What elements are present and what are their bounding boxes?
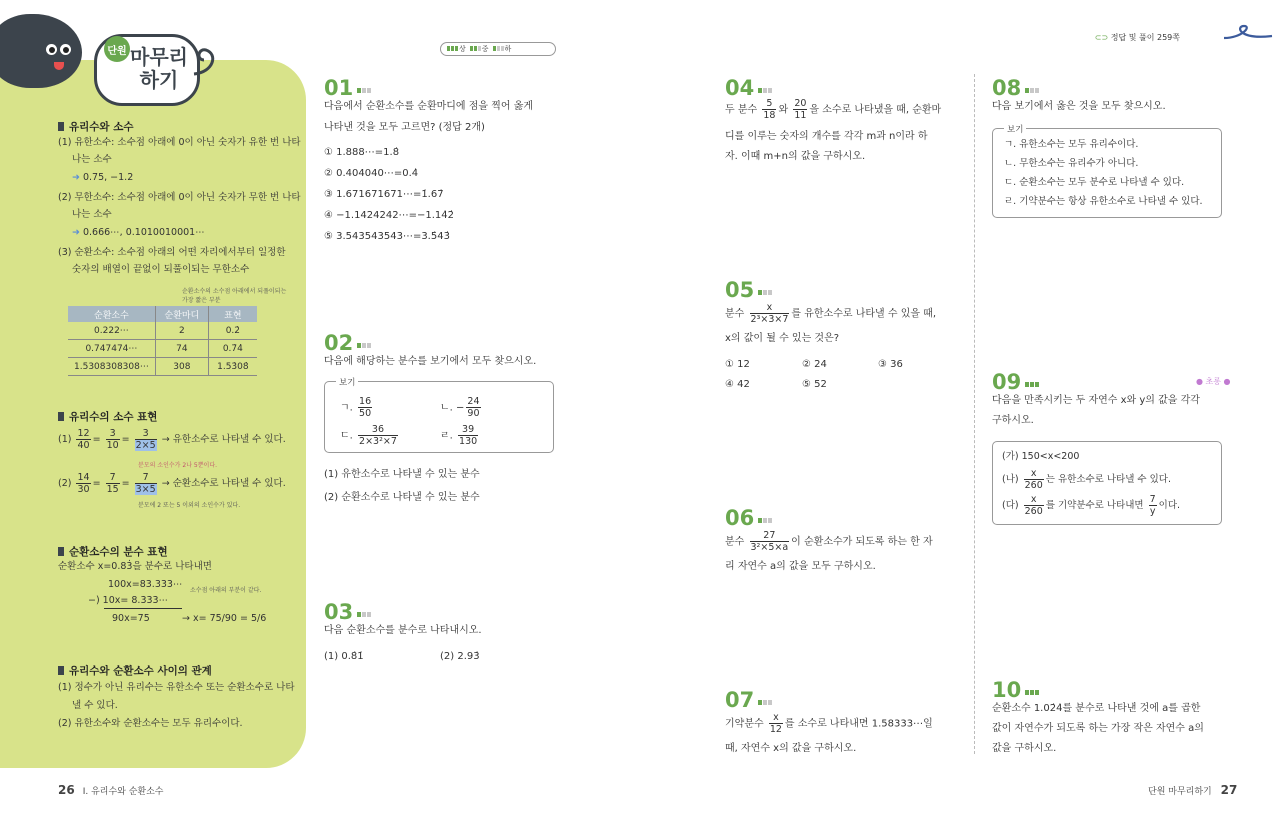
choice: ㄹ. $\frac{39}{130}$ [440, 424, 478, 447]
option: ⑤ 52 [802, 379, 827, 390]
sub-question: (2) 순환소수로 나타낼 수 있는 분수 [324, 492, 480, 503]
equation-line: → x= 75/90 = 5/6 [182, 613, 267, 624]
question-number: 05 [725, 276, 773, 302]
fraction-example: (1) $\frac{12}{40}$ = $\frac{3}{10}$ = $\frac{3}{2\times 5}$ → 유한소수로 나타낼 수 있다. [58, 428, 286, 451]
question-text: 나타낸 것을 모두 고르면? (정답 2개) [324, 122, 485, 133]
note: 소수점 아래의 부분이 같다. [190, 587, 262, 594]
answer-reference: ⊂⊃ 정답 및 풀이 259쪽 [1094, 33, 1180, 42]
question-number: 03 [324, 598, 372, 624]
question-text: 다음을 만족시키는 두 자연수 x와 y의 값을 각각 [992, 395, 1200, 406]
question-text: 두 분수 $\frac{5}{18}$ 와 $\frac{20}{11}$ 을 소수로 나타냈을 때, 순환마 [725, 98, 942, 121]
difficulty-legend: 상 중 하 [440, 42, 556, 56]
eye-icon [46, 44, 57, 55]
condition: (다) $\frac{x}{260}$ 를 기약분수로 나타내면 $\frac{7}{y}$ 이다. [1002, 494, 1181, 517]
unit-badge: 단원 [104, 36, 130, 62]
footer-left: 26 Ⅰ. 유리수와 순환소수 [58, 783, 164, 797]
option: ① 1.888⋯=1.8̇ [324, 147, 400, 158]
question-number: 08 [992, 74, 1040, 100]
question-text: 구하시오. [992, 415, 1034, 426]
eye-icon [60, 44, 71, 55]
question-text: 자. 이때 m+n의 값을 구하시오. [725, 151, 866, 162]
option: ③ 36 [878, 359, 903, 370]
example-line: ➜ 0.666⋯, 0.1010010001⋯ [72, 227, 205, 238]
note: 분모에 2 또는 5 이외의 소인수가 있다. [138, 502, 241, 509]
option: ④ −1.1424242⋯=−1.14̇2̇ [324, 210, 454, 221]
question-number: 09 [992, 368, 1040, 394]
question-text: x의 값이 될 수 있는 것은? [725, 333, 840, 344]
question-text: 리 자연수 a의 값을 모두 구하시오. [725, 561, 876, 572]
question-text: 디를 이루는 숫자의 개수를 각각 m과 n이라 하 [725, 131, 928, 142]
fraction-example: (2) $\frac{14}{30}$ = $\frac{7}{15}$ = $\frac{7}{3\times 5}$ → 순환소수로 나타낼 수 있다. [58, 472, 286, 495]
example-line: ➜ 0.75, −1.2 [72, 172, 134, 183]
column-divider [974, 74, 975, 754]
question-text: 순환소수 1.02̇4̇를 분수로 나타낸 것에 a를 곱한 [992, 703, 1201, 714]
question-text: 값이 자연수가 되도록 하는 가장 작은 자연수 a의 [992, 723, 1204, 734]
question-number: 01 [324, 74, 372, 100]
section-title: 유리수의 소수 표현 [58, 409, 157, 424]
question-text: 분수 $\frac{x}{\text{2³×3×7}}$ 를 유한소수로 나타낼 수 있을 때, [725, 302, 937, 325]
summary-line: 나는 소수 [72, 209, 112, 220]
summary-line: (2) 유한소수와 순환소수는 모두 유리수이다. [58, 718, 243, 729]
sub-question: (1) 0.8̇1̇ [324, 651, 364, 662]
panel-title: 마무리 하기 [130, 45, 188, 92]
equation-line: 100x=83.333⋯ [108, 579, 183, 590]
statement: ㄹ. 기약분수는 항상 유한소수로 나타낼 수 있다. [1004, 196, 1203, 207]
note: 분모의 소인수가 2나 5뿐이다. [138, 462, 218, 469]
choice: ㄷ. $\frac{36}{\text{2×3²×7}}$ [340, 424, 397, 447]
question-text: 분수 $\frac{27}{\text{3²×5×a}}$ 이 순환소수가 되도록 하는 한 자 [725, 530, 933, 553]
repeating-decimal-table: 순환소수 순환마디 표현 0.222⋯ 2 0.2̇ 0.747474⋯ 74 0.7̇4̇ 1.5308308308⋯ 308 1.53̇08̇ [68, 306, 257, 376]
equation-line: 90x=75 [112, 613, 150, 624]
choice: ㄴ. − $\frac{24}{90}$ [440, 396, 480, 419]
question-text: 다음 보기에서 옳은 것을 모두 찾으시오. [992, 101, 1166, 112]
choice: ㄱ. $\frac{16}{50}$ [340, 396, 372, 419]
box-label: 보기 [336, 376, 358, 388]
condition: (가) 150<x<200 [1002, 451, 1080, 462]
equation-line: −) 10x= 8.333⋯ [88, 595, 169, 606]
option: ⑤ 3.543543543⋯=3.5̇43̇ [324, 231, 450, 242]
section-title: 유리수와 소수 [58, 119, 134, 134]
statement: ㄷ. 순환소수는 모두 분수로 나타낼 수 있다. [1004, 177, 1185, 188]
question-text: 기약분수 $\frac{x}{12}$ 를 소수로 나타내면 1.58333⋯일 [725, 712, 933, 735]
option: ③ 1.671671671⋯=1̇.67̇ [324, 189, 444, 200]
condition: (나) $\frac{x}{260}$ 는 유한소수로 나타낼 수 있다. [1002, 468, 1171, 491]
summary-line: (3) 순환소수: 소수점 아래의 어떤 자리에서부터 일정한 [58, 247, 286, 258]
summary-line: (1) 정수가 아닌 유리수는 유한소수 또는 순환소수로 나타 [58, 682, 295, 693]
option: ④ 42 [725, 379, 750, 390]
statement: ㄴ. 무한소수는 유리수가 아니다. [1004, 158, 1139, 169]
option: ② 0.404040⋯=0.4̇ [324, 168, 419, 179]
option: ② 24 [802, 359, 827, 370]
question-text: 값을 구하시오. [992, 743, 1057, 754]
summary-line: (2) 무한소수: 소수점 아래에 0이 아닌 숫자가 무한 번 나타 [58, 192, 301, 203]
footer-right: 단원 마무리하기 27 [1148, 783, 1238, 797]
summary-line: 나는 소수 [72, 154, 112, 165]
sub-question: (1) 유한소수로 나타낼 수 있는 분수 [324, 469, 480, 480]
curl-icon [1222, 22, 1274, 46]
section-title: 유리수와 순환소수 사이의 관계 [58, 663, 212, 678]
sub-question: (2) 2.93̇ [440, 651, 480, 662]
question-text: 다음에 해당하는 분수를 보기에서 모두 찾으시오. [324, 356, 537, 367]
divider [104, 608, 182, 609]
question-number: 06 [725, 504, 773, 530]
question-number: 02 [324, 329, 372, 355]
tag-badge: ● 초롱 ● [1196, 377, 1231, 386]
mouth-icon [54, 62, 64, 70]
question-number: 07 [725, 686, 773, 712]
table-note: 순환소수의 소수점 아래에서 되풀이되는 가장 짧은 부분 [182, 288, 287, 304]
section-title: 순환소수의 분수 표현 [58, 544, 168, 559]
box-label: 보기 [1004, 123, 1026, 135]
statement: ㄱ. 유한소수는 모두 유리수이다. [1004, 139, 1139, 150]
swirl-icon [190, 44, 220, 84]
summary-line: 낼 수 있다. [72, 700, 118, 711]
summary-line: 숫자의 배열이 끝없이 되풀이되는 무한소수 [72, 264, 250, 275]
question-text: 다음에서 순환소수를 순환마디에 점을 찍어 옳게 [324, 101, 534, 112]
option: ① 12 [725, 359, 750, 370]
question-text: 다음 순환소수를 분수로 나타내시오. [324, 625, 482, 636]
mascot-icon [0, 14, 82, 88]
summary-line: (1) 유한소수: 소수점 아래에 0이 아닌 숫자가 유한 번 나타 [58, 137, 301, 148]
question-number: 10 [992, 676, 1040, 702]
question-number: 04 [725, 74, 773, 100]
summary-line: 순환소수 x=0.83̇을 분수로 나타내면 [58, 561, 212, 572]
question-text: 때, 자연수 x의 값을 구하시오. [725, 743, 857, 754]
